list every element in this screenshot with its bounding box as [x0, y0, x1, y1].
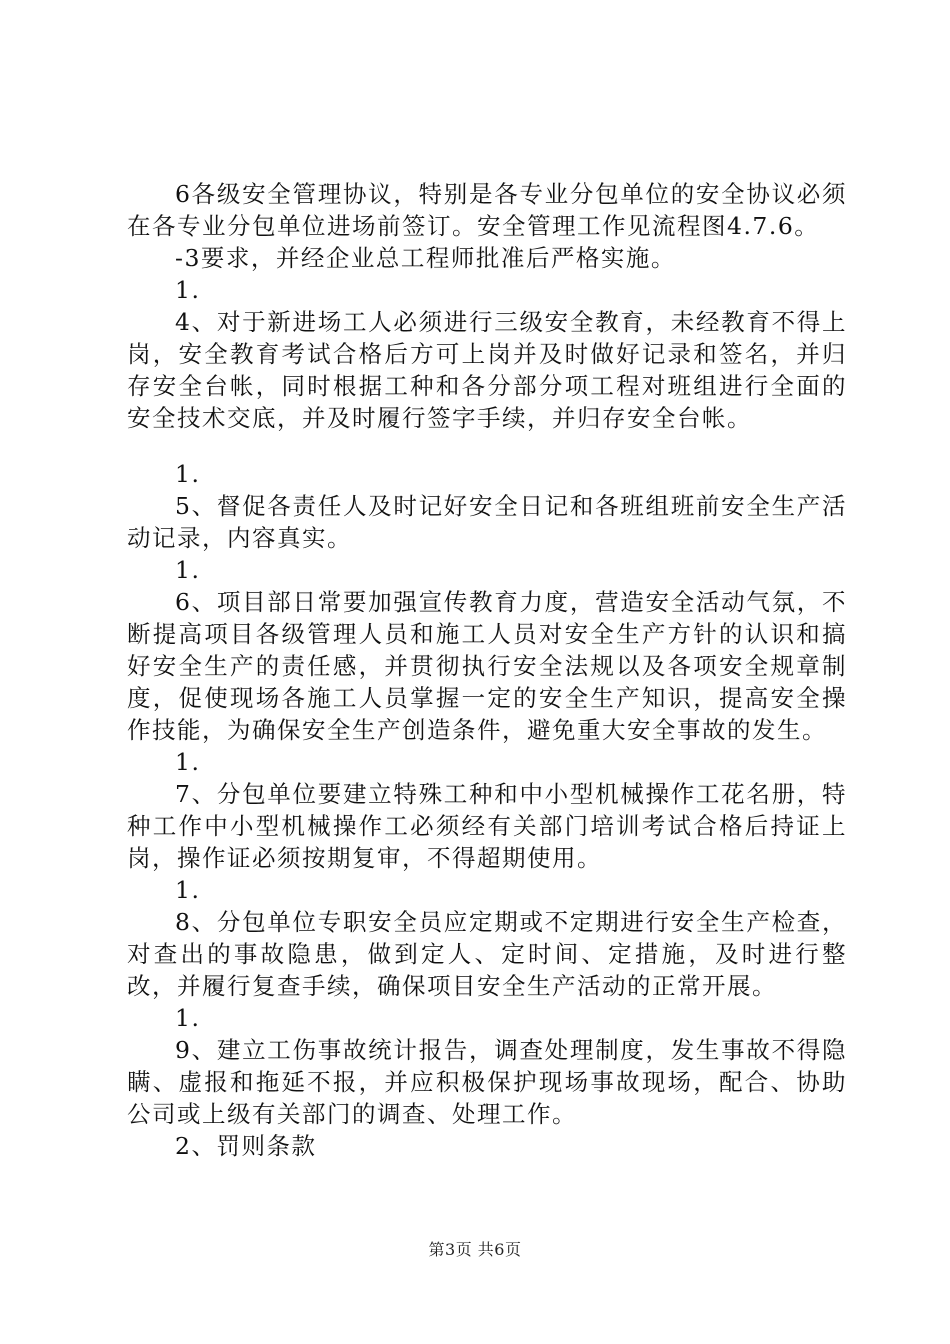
paragraph-gap	[127, 434, 847, 458]
list-marker: 1.	[175, 1004, 201, 1032]
list-marker: 1.	[175, 460, 201, 488]
paragraph-item-8: 8、分包单位专职安全员应定期或不定期进行安全生产检查，对查出的事故隐患，做到定人、定时间、定措施，及时进行整改，并履行复查手续，确保项目安全生产活动的正常开展。	[127, 908, 847, 1000]
section-heading-penalties: 2、罚则条款	[175, 1132, 317, 1160]
paragraph-1: 6各级安全管理协议，特别是各专业分包单位的安全协议必须在各专业分包单位进场前签订。安全管理工作见流程图4.7.6。	[127, 180, 847, 240]
list-marker: 1.	[175, 556, 201, 584]
page-number-footer: 第3页 共6页	[428, 1240, 522, 1259]
paragraph-item-6: 6、项目部日常要加强宣传教育力度，营造安全活动气氛，不断提高项目各级管理人员和施工人员对安全生产方针的认识和搞好安全生产的责任感，并贯彻执行安全法规以及各项安全规章制度，促使现场各施工人员掌握一定的安全生产知识，提高安全操作技能，为确保安全生产创造条件，避免重大安全事故的发生。	[127, 588, 847, 744]
paragraph-item-9: 9、建立工伤事故统计报告，调查处理制度，发生事故不得隐瞒、虚报和拖延不报，并应积极保护现场事故现场，配合、协助公司或上级有关部门的调查、处理工作。	[127, 1036, 847, 1128]
list-marker: 1.	[175, 276, 201, 304]
paragraph-2: -3要求，并经企业总工程师批准后严格实施。	[175, 244, 676, 272]
paragraph-item-5: 5、督促各责任人及时记好安全日记和各班组班前安全生产活动记录，内容真实。	[127, 492, 847, 552]
list-marker: 1.	[175, 748, 201, 776]
list-marker: 1.	[175, 876, 201, 904]
paragraph-item-4: 4、对于新进场工人必须进行三级安全教育，未经教育不得上岗，安全教育考试合格后方可上岗并及时做好记录和签名，并归存安全台帐，同时根据工种和各分部分项工程对班组进行全面的安全技术交底，并及时履行签字手续，并归存安全台帐。	[127, 308, 847, 432]
paragraph-item-7: 7、分包单位要建立特殊工种和中小型机械操作工花名册，特种工作中小型机械操作工必须经有关部门培训考试合格后持证上岗，操作证必须按期复审，不得超期使用。	[127, 780, 847, 872]
document-body	[127, 178, 847, 1162]
